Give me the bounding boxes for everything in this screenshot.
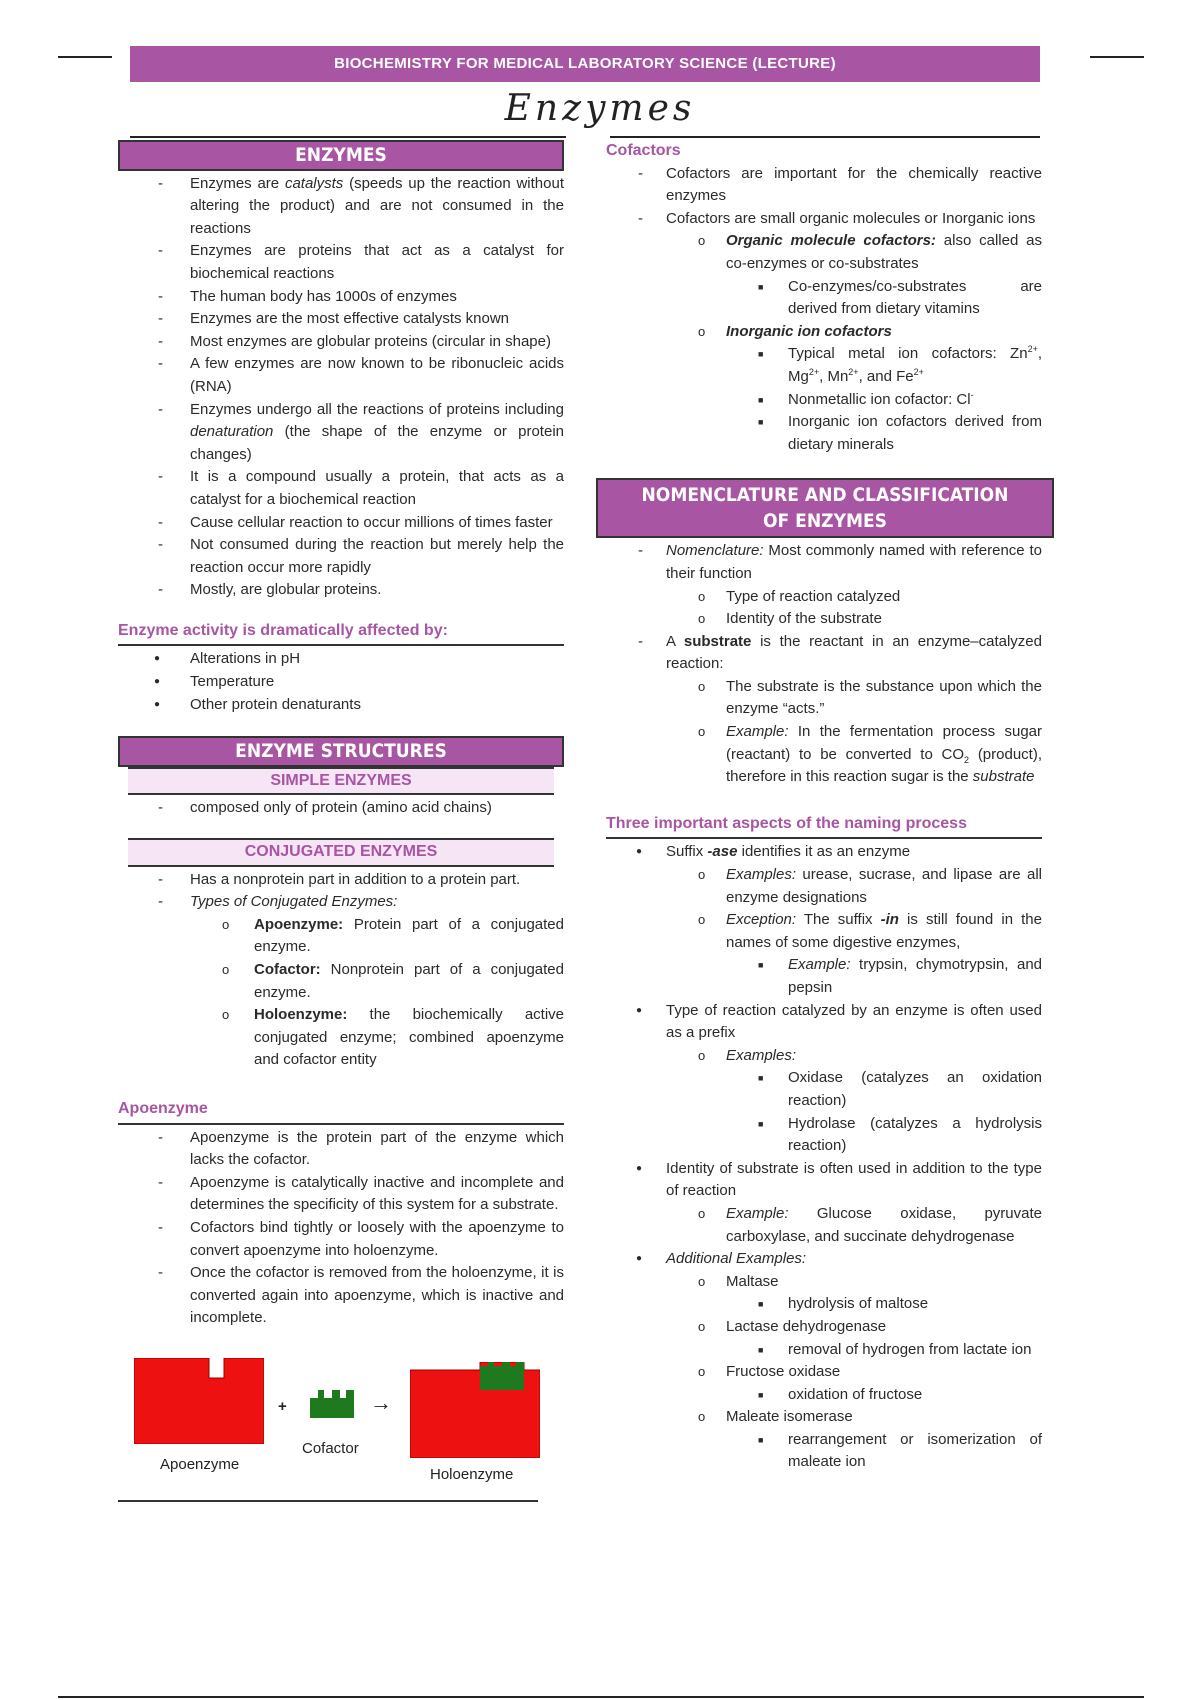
suffix-sub-list — [638, 864, 1042, 1000]
left-title-rule — [130, 136, 566, 138]
list-item: o Example: Glucose oxidase, pyruvate carboxylase, and succinate dehydrogenase — [698, 1203, 1042, 1248]
list-item: o The substrate is the substance upon which the enzyme “acts.” — [698, 676, 1042, 721]
nomenclature-sub-list — [638, 586, 1042, 631]
prefix-sub-list — [638, 1045, 1042, 1158]
cofactor-types-list — [638, 230, 1042, 456]
page-bottom-rule — [58, 1696, 1144, 1698]
inorganic-sub-list — [726, 343, 1042, 456]
list-item: o Lactase dehydrogenase ■ removal of hydrogen from lactate ion — [698, 1316, 1042, 1361]
list-item: ■ Example: trypsin, chymotrypsin, and pepsin — [754, 954, 1042, 999]
list-item: - Types of Conjugated Enzymes: o Apoenzyme: Protein part of a conjugated enzyme. o Cofactor: Nonprotein part of a conjugated enzyme. o Holoenzyme: the biochemically active conjugated enzyme; combined apoenzyme and cofactor entity — [118, 891, 564, 1072]
handwritten-title: Enzymes — [504, 88, 696, 129]
course-banner: BIOCHEMISTRY FOR MEDICAL LABORATORY SCIENCE (LECTURE) — [130, 46, 1040, 82]
simple-enzymes-list — [118, 797, 564, 820]
cofactor-label: Cofactor — [302, 1439, 359, 1457]
list-item: o Type of reaction catalyzed — [698, 586, 1042, 609]
list-item: ■ Co-enzymes/co-substrates are derived from dietary vitamins — [754, 276, 1042, 321]
identity-sub-list — [638, 1203, 1042, 1248]
conjugated-enzymes-title: CONJUGATED ENZYMES — [128, 838, 554, 867]
list-item: - Once the cofactor is removed from the holoenzyme, it is converted again into apoenzyme, which is inactive and incomplete. — [118, 1262, 564, 1330]
substrate-sub-list — [638, 676, 1042, 789]
list-item: - Cofactors are small organic molecules or Inorganic ions o Organic molecule cofactors: also called as co-enzymes or co-substrates ■ Co-enzymes/co-substrates are derived from dietary vitamins o Inorganic ion cofactors ■ Typical metal ion cofactors: $Zn^{2+}$, $Mg^{2+}$, $Mn^{2+}$, and $Fe^{2+}$ ■ Nonmetallic ion cofactor: Cl- ■ Inorganic ion cofactors derived from dietary minerals — [606, 208, 1042, 457]
list-item: - Has a nonprotein part in addition to a protein part. — [118, 869, 564, 892]
list-item: o Examples: urease, sucrase, and lipase are all enzyme designations — [698, 864, 1042, 909]
apoenzyme-shape — [134, 1358, 264, 1444]
naming-heading: Three important aspects of the naming process — [606, 813, 1042, 840]
list-item: - Cofactors are important for the chemically reactive enzymes — [606, 163, 1042, 208]
list-item: ● Type of reaction catalyzed by an enzyme is often used as a prefix o Examples: ■ Oxidase (catalyzes an oxidation reaction) ■ Hydrolase (catalyzes a hydrolysis reaction) — [606, 1000, 1042, 1158]
nomenclature-section-title: NOMENCLATURE AND CLASSIFICATION OF ENZYMES — [596, 478, 1054, 538]
list-item: o Examples: ■ Oxidase (catalyzes an oxidation reaction) ■ Hydrolase (catalyzes a hydrolysis reaction) — [698, 1045, 1042, 1158]
list-item: - A substrate is the reactant in an enzyme–catalyzed reaction: o The substrate is the substance upon which the enzyme “acts.” o Example: In the fermentation process sugar (reactant) to be converted to $CO_2$ (product), therefore in this reaction sugar is the substrate — [606, 631, 1042, 789]
cofactors-heading: Cofactors — [606, 142, 681, 159]
list-item: - Mostly, are globular proteins. — [118, 579, 564, 602]
list-item: - Not consumed during the reaction but merely help the reaction occur more rapidly — [118, 534, 564, 579]
list-item: o Apoenzyme: Protein part of a conjugated enzyme. — [222, 914, 564, 959]
list-item: - Cofactors bind tightly or loosely with the apoenzyme to convert apoenzyme into holoenzyme. — [118, 1217, 564, 1262]
additional-detail-list — [726, 1339, 1042, 1362]
list-item: - Enzymes are proteins that act as a catalyst for biochemical reactions — [118, 240, 564, 285]
organic-sub-list — [726, 276, 1042, 321]
cofactor-shape — [310, 1390, 354, 1418]
list-item: ● Other protein denaturants — [118, 694, 564, 717]
list-item: ● Temperature — [118, 671, 564, 694]
top-right-rule — [1090, 56, 1144, 58]
list-item: ■ hydrolysis of maltose — [754, 1293, 1042, 1316]
list-item: - Most enzymes are globular proteins (circular in shape) — [118, 331, 564, 354]
list-item: - Enzymes undergo all the reactions of proteins including denaturation (the shape of the enzyme or protein changes) — [118, 399, 564, 467]
list-item: - Cause cellular reaction to occur millions of times faster — [118, 512, 564, 535]
enzyme-structures-title: ENZYME STRUCTURES — [118, 736, 564, 767]
list-item: ● Suffix -ase identifies it as an enzyme o Examples: urease, sucrase, and lipase are all enzyme designations o Exception: The suffix -in is still found in the names of some digestive enzymes, ■ Example: trypsin, chymotrypsin, and pepsin — [606, 841, 1042, 999]
additional-detail-list — [726, 1293, 1042, 1316]
list-item: - Nomenclature: Most commonly named with reference to their function o Type of reaction catalyzed o Identity of the substrate — [606, 540, 1042, 630]
apoenzyme-heading: Apoenzyme — [118, 1098, 564, 1125]
apoenzyme-label: Apoenzyme — [160, 1455, 240, 1473]
apoenzyme-cofactor-figure — [118, 1358, 564, 1508]
simple-enzymes-title: SIMPLE ENZYMES — [128, 767, 554, 796]
list-item: o Example: In the fermentation process sugar (reactant) to be converted to $CO_2$ (product), therefore in this reaction sugar is the substrate — [698, 721, 1042, 789]
list-item: ■ Hydrolase (catalyzes a hydrolysis reaction) — [754, 1113, 1042, 1158]
additional-detail-list — [726, 1429, 1042, 1474]
list-item: ■ oxidation of fructose — [754, 1384, 1042, 1407]
additional-detail-list — [726, 1384, 1042, 1407]
right-title-rule — [610, 136, 1040, 138]
conjugated-enzymes-list — [118, 869, 564, 1072]
list-item: o Maleate isomerase ■ rearrangement or isomerization of maleate ion — [698, 1406, 1042, 1474]
naming-list — [606, 841, 1042, 1474]
list-item: ■ rearrangement or isomerization of maleate ion — [754, 1429, 1042, 1474]
list-item: ■ Nonmetallic ion cofactor: Cl- — [754, 389, 1042, 412]
list-item: ■ Typical metal ion cofactors: $Zn^{2+}$, $Mg^{2+}$, $Mn^{2+}$, and $Fe^{2+}$ — [754, 343, 1042, 388]
list-item: o Inorganic ion cofactors ■ Typical metal ion cofactors: $Zn^{2+}$, $Mg^{2+}$, $Mn^{2+}$, and $Fe^{2+}$ ■ Nonmetallic ion cofactor: Cl- ■ Inorganic ion cofactors derived from dietary minerals — [698, 321, 1042, 457]
list-item: ● Additional Examples: o Maltase ■ hydrolysis of maltose o Lactase dehydrogenase ■ removal of hydrogen from lactate ion o Fructose oxidase ■ oxidation of fructose o Maleate isomerase ■ rearrangement or isomerization of maleate ion — [606, 1248, 1042, 1474]
exception-sub-list — [726, 954, 1042, 999]
list-item: - A few enzymes are now known to be ribonucleic acids (RNA) — [118, 353, 564, 398]
plus-sign: + — [278, 1397, 287, 1415]
list-item: o Maltase ■ hydrolysis of maltose — [698, 1271, 1042, 1316]
holoenzyme-shape — [410, 1362, 540, 1458]
prefix-examples-list — [726, 1067, 1042, 1157]
list-item: o Cofactor: Nonprotein part of a conjugated enzyme. — [222, 959, 564, 1004]
list-item: ● Alterations in pH — [118, 648, 564, 671]
arrow-symbol: → — [370, 1389, 392, 1415]
activity-list — [118, 648, 564, 716]
list-item: o Organic molecule cofactors: also called as co-enzymes or co-substrates ■ Co-enzymes/co-substrates are derived from dietary vitamins — [698, 230, 1042, 320]
activity-heading: Enzyme activity is dramatically affected by: — [118, 620, 564, 647]
list-item: - Apoenzyme is catalytically inactive and incomplete and determines the specificity of this system for a substrate. — [118, 1172, 564, 1217]
list-item: o Identity of the substrate — [698, 608, 1042, 631]
right-column — [606, 140, 1042, 1474]
list-item: - It is a compound usually a protein, that acts as a catalyst for a biochemical reaction — [118, 466, 564, 511]
apoenzyme-list — [118, 1127, 564, 1330]
enzymes-list — [118, 173, 564, 602]
list-item: - composed only of protein (amino acid chains) — [118, 797, 564, 820]
list-item: ■ removal of hydrogen from lactate ion — [754, 1339, 1042, 1362]
conjugated-types-list — [162, 914, 564, 1072]
list-item: ■ Inorganic ion cofactors derived from dietary minerals — [754, 411, 1042, 456]
list-item: - Enzymes are the most effective catalysts known — [118, 308, 564, 331]
holoenzyme-label: Holoenzyme — [430, 1465, 514, 1483]
list-item: - Enzymes are catalysts (speeds up the reaction without altering the product) and are not consumed in the reactions — [118, 173, 564, 241]
list-item: o Holoenzyme: the biochemically active conjugated enzyme; combined apoenzyme and cofactor entity — [222, 1004, 564, 1072]
list-item: - Apoenzyme is the protein part of the enzyme which lacks the cofactor. — [118, 1127, 564, 1172]
list-item: ● Identity of substrate is often used in addition to the type of reaction o Example: Glucose oxidase, pyruvate carboxylase, and succinate dehydrogenase — [606, 1158, 1042, 1248]
cofactors-list — [606, 163, 1042, 457]
list-item: ■ Oxidase (catalyzes an oxidation reaction) — [754, 1067, 1042, 1112]
enzymes-section-title: ENZYMES — [118, 140, 564, 171]
top-left-rule — [58, 56, 112, 58]
list-item: o Exception: The suffix -in is still found in the names of some digestive enzymes, ■ Example: trypsin, chymotrypsin, and pepsin — [698, 909, 1042, 999]
additional-examples-list — [638, 1271, 1042, 1474]
nomenclature-list — [606, 540, 1042, 789]
left-column — [118, 140, 564, 1502]
list-item: - The human body has 1000s of enzymes — [118, 286, 564, 309]
list-item: o Fructose oxidase ■ oxidation of fructose — [698, 1361, 1042, 1406]
